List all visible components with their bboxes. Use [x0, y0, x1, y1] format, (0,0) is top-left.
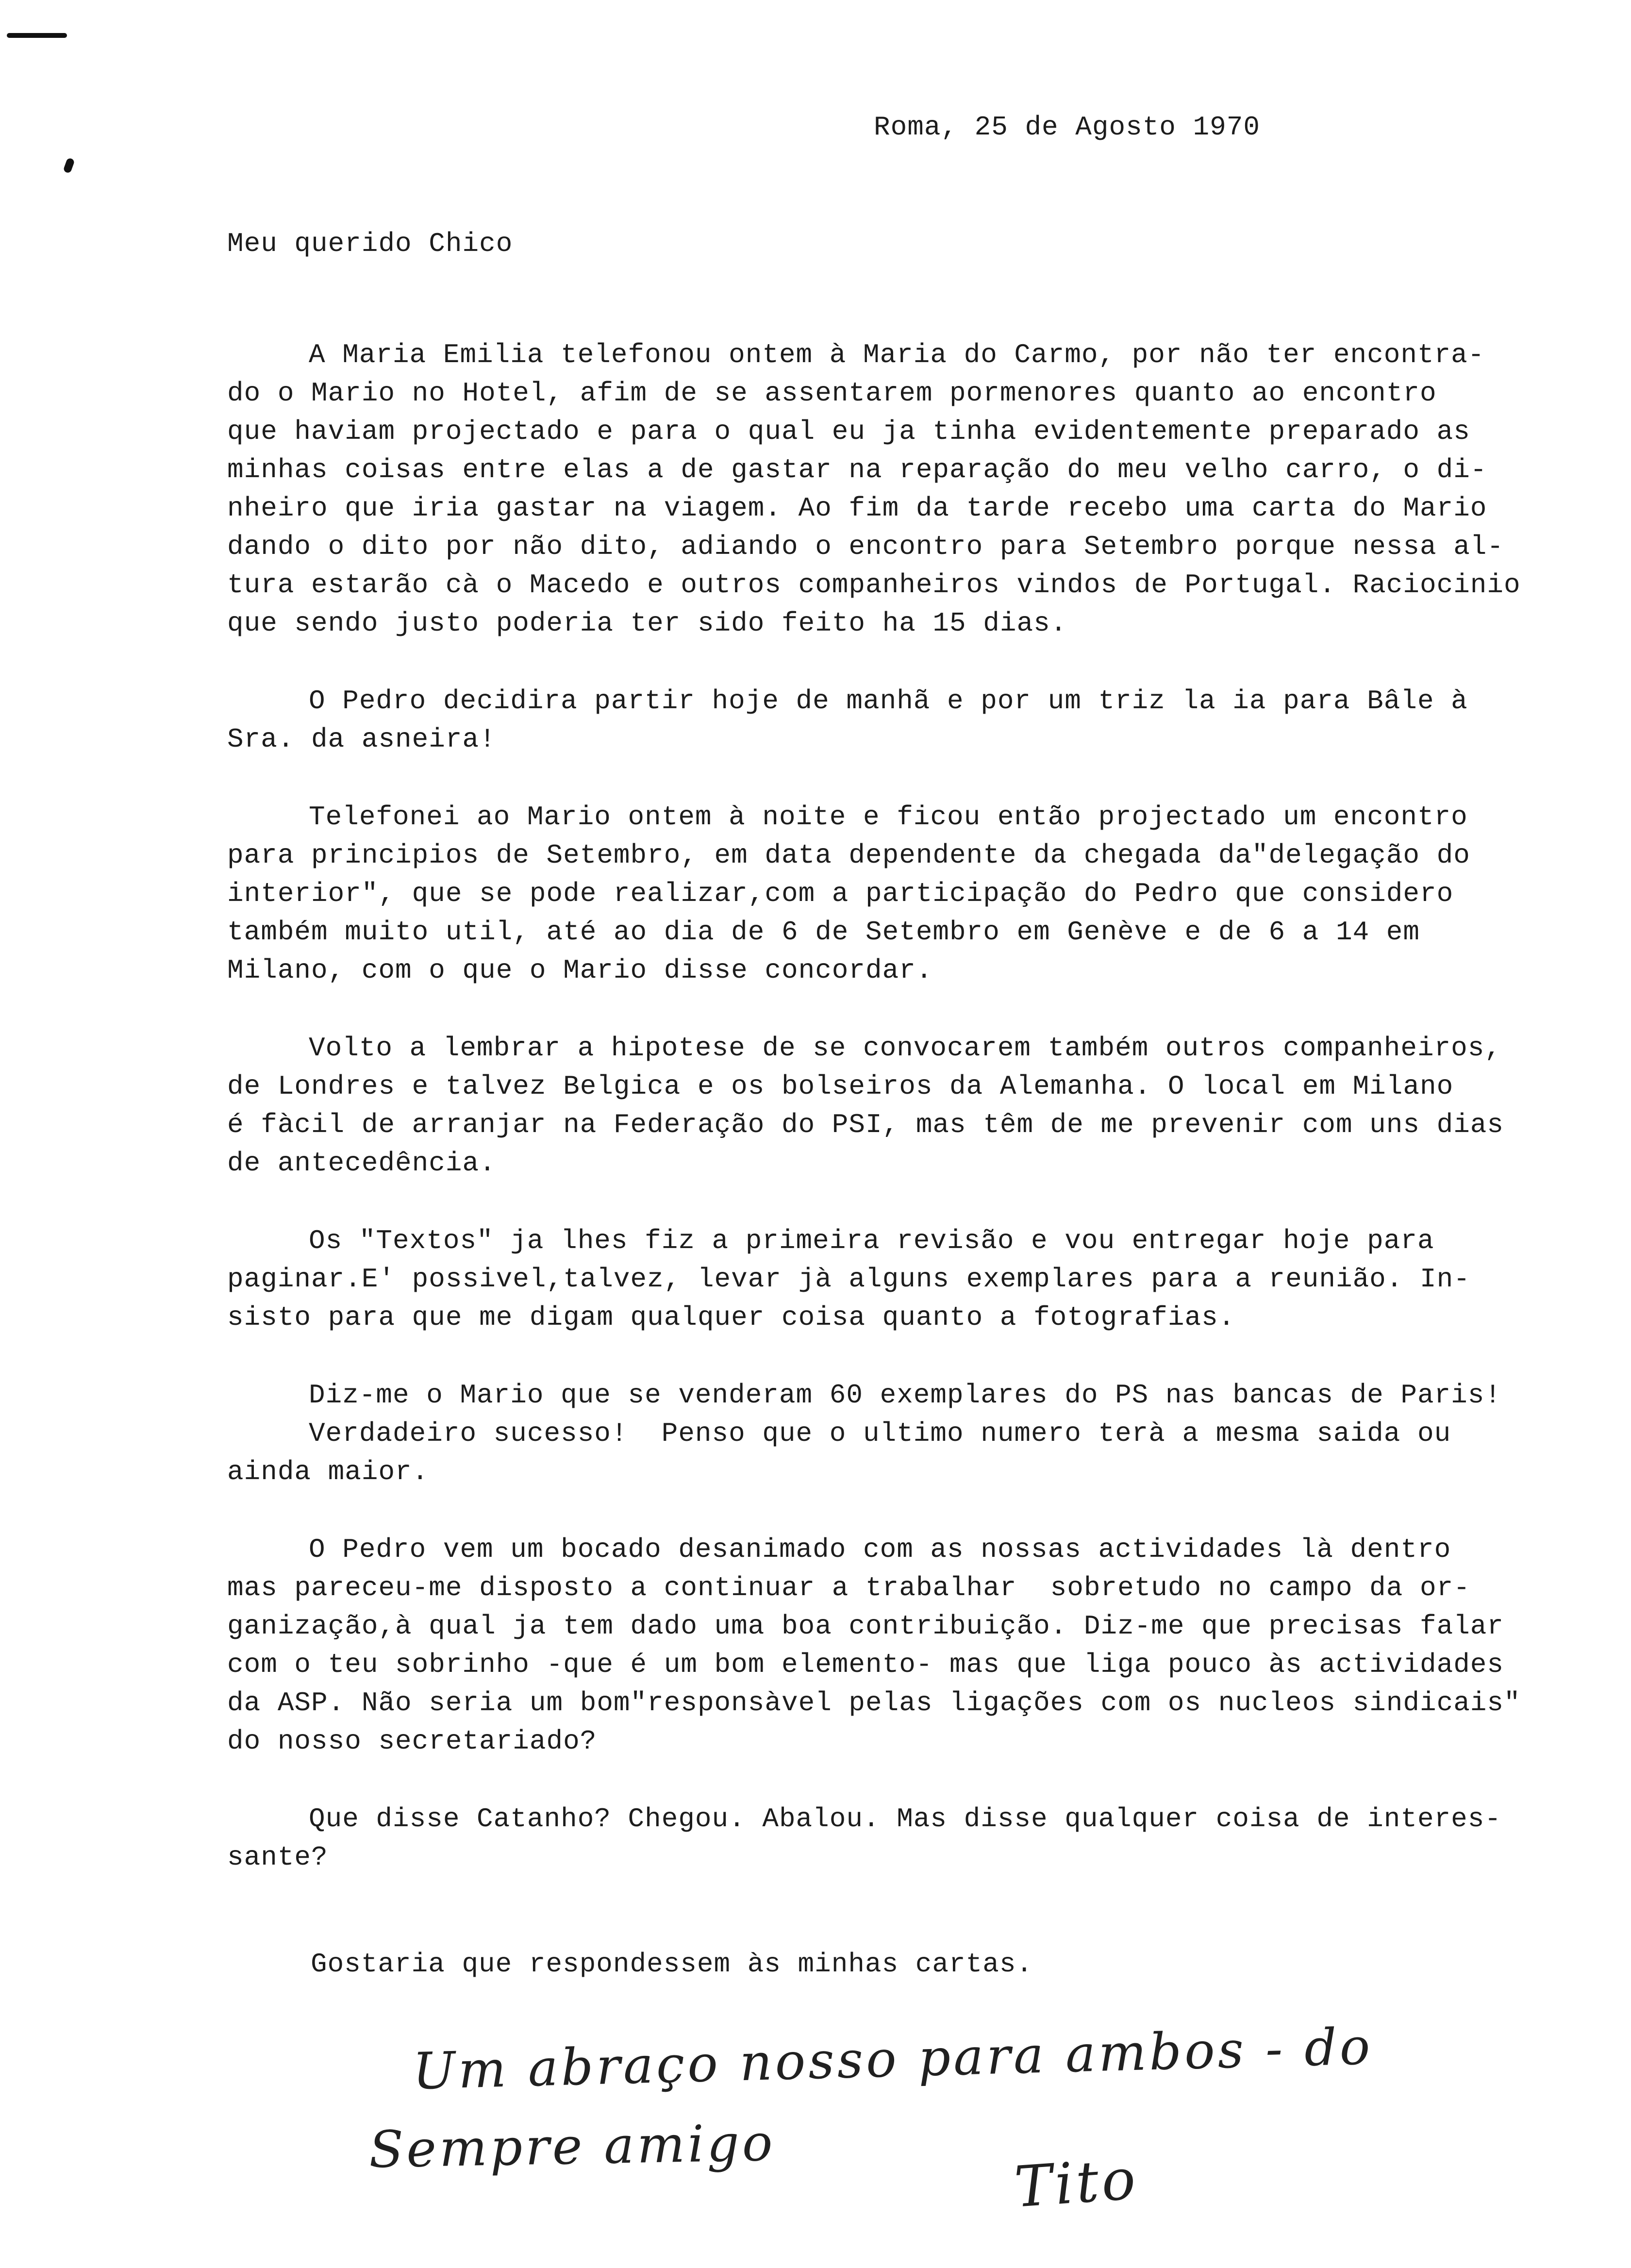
text-line: dando o dito por não dito, adiando o encontro para Setembro porque nessa al- [227, 531, 1504, 562]
text-line: minhas coisas entre elas a de gastar na reparação do meu velho carro, o di- [227, 454, 1487, 485]
text-line: de antecedência. [227, 1148, 496, 1179]
text-line: interior", que se pode realizar,com a participação do Pedro que considero [227, 878, 1454, 909]
text-line: Sra. da asneira! [227, 724, 496, 755]
paragraph-7 [227, 1531, 1548, 1761]
dateline: Roma, 25 de Agosto 1970 [874, 112, 1260, 143]
text-line: ainda maior. [227, 1456, 429, 1487]
text-line: ganização,à qual ja tem dado uma boa contribuição. Diz-me que precisas falar [227, 1611, 1504, 1642]
text-line: nheiro que iria gastar na viagem. Ao fim da tarde recebo uma carta do Mario [227, 493, 1487, 524]
salutation: Meu querido Chico [227, 228, 513, 259]
closing-line: Gostaria que respondessem às minhas cartas. [311, 1949, 1033, 1980]
text-line: O Pedro vem um bocado desanimado com as nossas actividades là dentro [309, 1534, 1451, 1565]
text-line: do o Mario no Hotel, afim de se assentarem pormenores quanto ao encontro [227, 378, 1437, 409]
text-line: sante? [227, 1842, 328, 1873]
text-line: é fàcil de arranjar na Federação do PSI, mas têm de me prevenir com uns dias [227, 1109, 1504, 1140]
text-line: também muito util, até ao dia de 6 de Setembro em Genève e de 6 a 14 em [227, 917, 1420, 948]
text-line: Que disse Catanho? Chegou. Abalou. Mas disse qualquer coisa de interes- [309, 1803, 1501, 1834]
text-line: A Maria Emilia telefonou ontem à Maria do Carmo, por não ter encontra- [309, 339, 1485, 370]
handwritten-line: Um abraço nosso para ambos - do [412, 2017, 1374, 2101]
text-line: que haviam projectado e para o qual eu ja tinha evidentemente preparado as [227, 416, 1470, 447]
handwritten-note [368, 2017, 1534, 2233]
text-line: Milano, com o que o Mario disse concordar. [227, 955, 933, 986]
corner-ink-mark [7, 33, 67, 38]
text-line: da ASP. Não seria um bom"responsàvel pelas ligações com os nucleos sindicais" [227, 1687, 1521, 1718]
text-line: tura estarão cà o Macedo e outros companheiros vindos de Portugal. Raciocinio [227, 569, 1521, 600]
text-line: sisto para que me digam qualquer coisa quanto a fotografias. [227, 1302, 1235, 1333]
text-line: Diz-me o Mario que se venderam 60 exemplares do PS nas bancas de Paris! [309, 1380, 1501, 1411]
text-line: O Pedro decidira partir hoje de manhã e por um triz la ia para Bâle à [309, 685, 1468, 717]
handwritten-line: Sempre amigo [368, 2113, 776, 2180]
text-line: paginar.E' possivel,talvez, levar jà alguns exemplares para a reunião. In- [227, 1264, 1470, 1295]
text-line: com o teu sobrinho -que é um bom elemento- mas que liga pouco às actividades [227, 1649, 1504, 1680]
letter-body [227, 336, 1548, 1916]
signature: Tito [1012, 2146, 1141, 2220]
text-line: mas pareceu-me disposto a continuar a trabalhar sobretudo no campo da or- [227, 1572, 1470, 1603]
paragraph-6 [227, 1376, 1548, 1491]
margin-ink-dot [63, 157, 75, 174]
paragraph-3 [227, 798, 1548, 990]
paragraph-4 [227, 1029, 1548, 1183]
paragraph-5 [227, 1222, 1548, 1337]
paragraph-8 [227, 1800, 1548, 1877]
text-line: Telefonei ao Mario ontem à noite e ficou então projectado um encontro [309, 801, 1468, 833]
paragraph-1 [227, 336, 1548, 643]
text-line: Volto a lembrar a hipotese de se convocarem também outros companheiros, [309, 1033, 1501, 1064]
text-line: de Londres e talvez Belgica e os bolseiros da Alemanha. O local em Milano [227, 1071, 1454, 1102]
text-line: Os "Textos" ja lhes fiz a primeira revisão e vou entregar hoje para [309, 1225, 1434, 1256]
text-line: que sendo justo poderia ter sido feito ha 15 dias. [227, 608, 1067, 639]
text-line: do nosso secretariado? [227, 1726, 597, 1757]
text-line: para principios de Setembro, em data dependente da chegada da"delegação do [227, 840, 1470, 871]
paragraph-2 [227, 682, 1548, 759]
text-line: Verdadeiro sucesso! Penso que o ultimo numero terà a mesma saida ou [309, 1418, 1451, 1449]
